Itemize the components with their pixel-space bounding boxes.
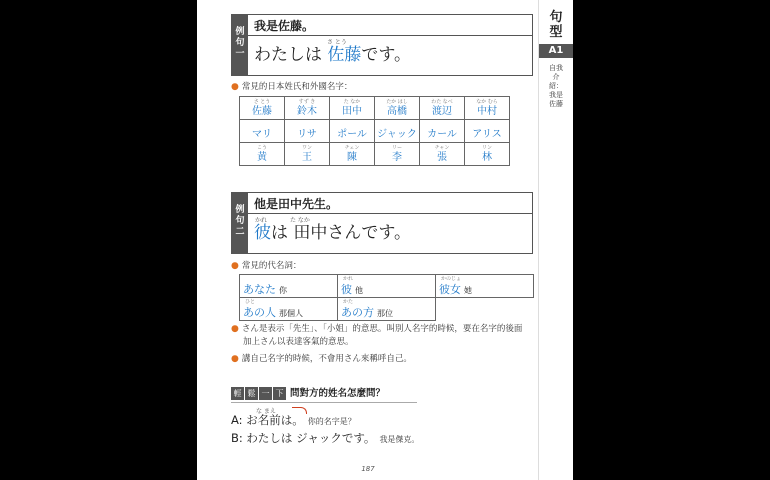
tip-char: 鬆 [245, 387, 258, 400]
name-cell [330, 120, 375, 143]
name-text: 黄 [257, 152, 267, 163]
pronoun-row [240, 298, 534, 321]
pronoun-note-text: 常見的代名詞： [241, 261, 302, 271]
name-cell [420, 143, 465, 166]
example-1-jp-pre: わたしは [254, 45, 328, 65]
name-cell [420, 120, 465, 143]
name-text: 田中 [342, 106, 362, 117]
name-text: 林 [482, 152, 492, 163]
name-cell [240, 143, 285, 166]
name-cell [465, 120, 510, 143]
pronoun-chinese: 他 [355, 286, 363, 295]
pronoun-row [240, 275, 534, 298]
note-san [231, 323, 522, 349]
page-number: 187 [361, 465, 375, 473]
name-text: カール [427, 129, 457, 140]
name-ruby: リン [481, 145, 492, 151]
pronoun-ruby: かのじょ [441, 276, 462, 282]
name-ruby: わた なべ [431, 99, 453, 105]
names-note [231, 81, 352, 94]
example-2-jp-mid: は [271, 223, 294, 243]
names-note-text: 常見的日本姓氏和外國名字： [241, 82, 353, 92]
example-1-jp-key: 佐藤 [327, 45, 362, 65]
chapter-side-tab [538, 0, 573, 480]
tip-char: 下 [273, 387, 286, 400]
divider [248, 213, 532, 214]
pronoun-chinese: 那位 [377, 309, 393, 318]
name-text: 佐藤 [252, 106, 272, 117]
pronoun-japanese: 彼 [341, 283, 352, 296]
name-ruby: リー [391, 145, 402, 151]
divider [248, 35, 532, 36]
name-text: 中村 [477, 106, 497, 117]
example-2-japanese [254, 218, 411, 243]
dialog-b-chinese: 我是傑克。 [379, 435, 420, 444]
pronoun-ruby: かた [343, 299, 354, 305]
name-text: アリス [472, 129, 502, 140]
example-box-2 [231, 192, 533, 254]
example-2-chinese: 他是田中先生。 [254, 197, 339, 211]
book-page [197, 0, 573, 480]
name-text: マリ [252, 129, 272, 140]
pronoun-cell [338, 275, 436, 298]
pronoun-japanese: あなた [243, 283, 276, 296]
note-self [231, 353, 412, 366]
name-cell [465, 97, 510, 120]
name-ruby: た なか [343, 99, 361, 105]
pronoun-cell [338, 298, 436, 321]
pronoun-table [239, 274, 534, 321]
name-cell [285, 97, 330, 120]
dialog-line-b [231, 430, 419, 446]
name-text: ジャック [377, 129, 417, 140]
tip-char: 輕 [231, 387, 244, 400]
name-ruby: さ とう [253, 99, 271, 105]
name-text: 陳 [347, 152, 357, 163]
name-text: 張 [437, 152, 447, 163]
dialog-a-chinese: 你的名字是？ [307, 417, 356, 426]
name-cell [285, 120, 330, 143]
bullet-icon: ● [231, 82, 239, 92]
name-cell [240, 97, 285, 120]
note-line-3: 講自己名字的時候，不會用さん來稱呼自己。 [241, 354, 412, 364]
names-table [239, 96, 510, 166]
name-ruby: チャン [434, 145, 450, 151]
name-text: リサ [297, 129, 317, 140]
bullet-icon: ● [231, 261, 239, 271]
note-line-2: 加上さん以表達客氣的意思。 [243, 337, 354, 347]
tip-header [231, 387, 385, 401]
tip-char: 一 [259, 387, 272, 400]
name-ruby: こう [256, 145, 267, 151]
pronoun-ruby: ひと [245, 299, 256, 305]
note-line-1: さん是表示「先生」、「小姐」的意思。叫別人名字的時候，要在名字的後面 [241, 324, 523, 334]
chapter-title: 句型 [549, 10, 563, 40]
pronoun-japanese: あの人 [243, 306, 276, 319]
name-ruby: すず き [298, 99, 316, 105]
tip-underline [231, 402, 417, 403]
names-row [240, 97, 510, 120]
example-2-jp-post: さんです。 [327, 223, 412, 243]
dialog-a-prefix: A: [231, 413, 247, 427]
bullet-icon: ● [231, 324, 239, 334]
name-text: 李 [392, 152, 402, 163]
name-ruby: チェン [344, 145, 360, 151]
pronoun-cell [436, 275, 534, 298]
pronoun-chinese: 她 [464, 286, 472, 295]
example-label-1: 例句一 [232, 15, 248, 75]
pronoun-chinese: 那個人 [279, 309, 303, 318]
name-cell [375, 143, 420, 166]
dialog-a-ruby: な まえ [256, 408, 276, 415]
names-row [240, 143, 510, 166]
name-text: 鈴木 [297, 106, 317, 117]
dialog-b-japanese: わたしは ジャックです。 [246, 431, 376, 445]
example-2-jp-name: 田中 [293, 223, 328, 243]
name-cell [330, 143, 375, 166]
pronoun-cell [436, 298, 534, 321]
dialog-a-japanese: お名前は。 [246, 413, 304, 427]
pronoun-japanese: あの方 [341, 306, 374, 319]
name-cell [285, 143, 330, 166]
chapter-subtitle: 自我介紹：我是佐藤 [549, 64, 563, 108]
names-row [240, 120, 510, 143]
name-cell [330, 97, 375, 120]
pronoun-chinese: 你 [279, 286, 287, 295]
name-text: 高橋 [387, 106, 407, 117]
example-1-ruby: さ とう [327, 39, 347, 46]
name-ruby: ワン [301, 145, 312, 151]
pronoun-cell [240, 298, 338, 321]
pronoun-cell [240, 275, 338, 298]
name-cell [465, 143, 510, 166]
example-label-2: 例句二 [232, 193, 248, 253]
name-text: 渡辺 [432, 106, 452, 117]
name-cell [420, 97, 465, 120]
example-1-jp-post: です。 [361, 45, 412, 65]
pronoun-japanese: 彼女 [439, 283, 461, 296]
example-box-1 [231, 14, 533, 76]
name-text: 王 [302, 152, 312, 163]
pronoun-ruby: かれ [343, 276, 354, 282]
pronoun-note [231, 260, 301, 273]
chapter-badge: A1 [539, 44, 573, 58]
name-ruby: たか はし [386, 99, 408, 105]
name-cell [375, 120, 420, 143]
name-cell [375, 97, 420, 120]
name-text: ポール [337, 129, 367, 140]
bullet-icon: ● [231, 354, 239, 364]
name-cell [240, 120, 285, 143]
tip-question: 問對方的姓名怎麼問？ [290, 388, 386, 399]
example-2-ruby-1: かれ [255, 217, 268, 224]
example-1-chinese: 我是佐藤。 [254, 19, 315, 33]
dialog-line-a [231, 412, 356, 428]
example-2-ruby-2: た なか [290, 217, 310, 224]
name-ruby: なか むら [476, 99, 498, 105]
example-1-japanese [254, 40, 411, 65]
dialog-b-prefix: B: [231, 431, 247, 445]
example-2-jp-key: 彼 [254, 223, 271, 243]
